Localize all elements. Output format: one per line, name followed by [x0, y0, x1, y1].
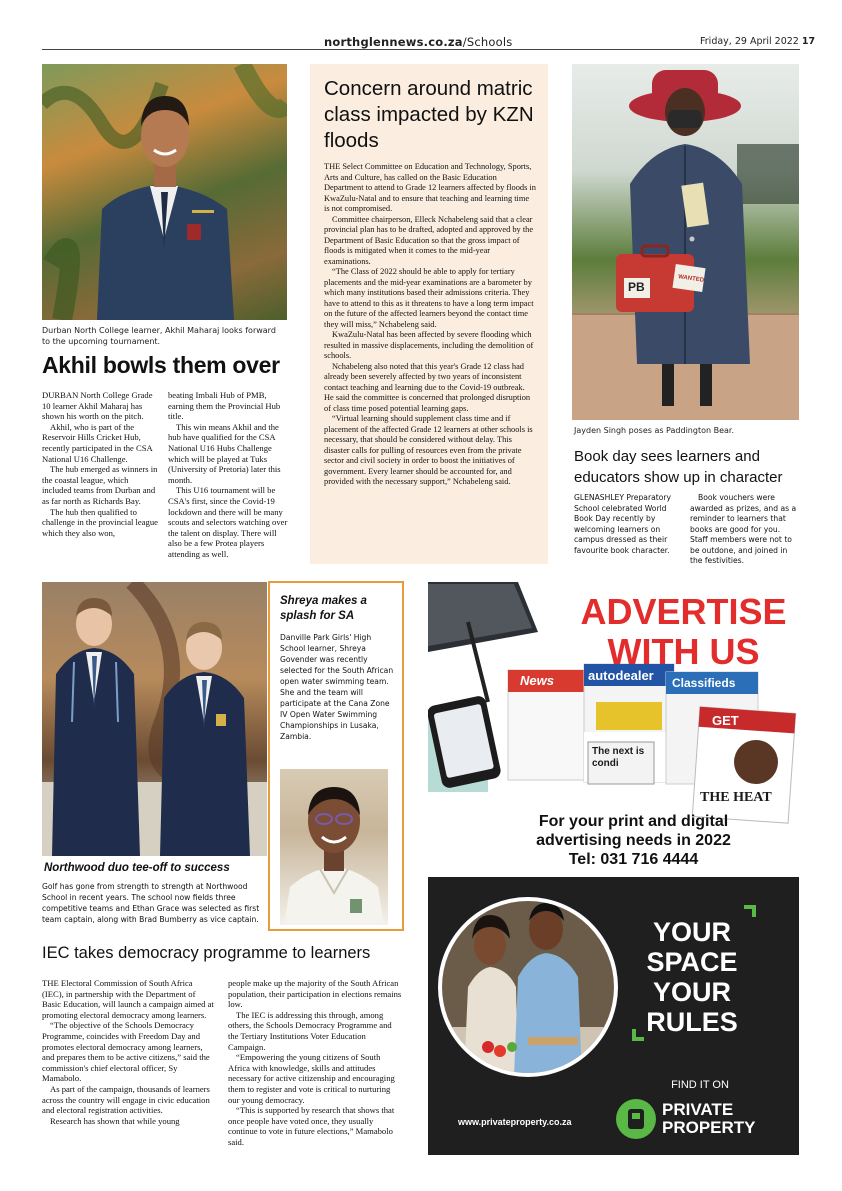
jayden-caption: Jayden Singh poses as Paddington Bear.	[574, 426, 735, 435]
iec-para-6: The IEC is addressing this through, among others, the Schools Democracy Programme and the Tertiary Institutions Voter Education Campaign.	[228, 1009, 392, 1052]
ad-phone[interactable]: Tel: 031 716 4444	[568, 851, 699, 868]
iec-para-7: “Empowering the young citizens of South Africa with knowledge, skills and attitudes necessary for active citizenship and encouraging them to register and vote is critical to nurturing our young democracy.	[228, 1052, 395, 1105]
wanted-sign: WANTED	[677, 274, 705, 284]
ad-slogan-line2: SPACE	[646, 947, 738, 977]
akhil-para-4: The hub then qualified to challenge in the provincial league which they also won,	[42, 506, 158, 538]
ad-tagline	[468, 812, 799, 869]
masthead-site	[324, 35, 512, 49]
iec-col1	[42, 978, 214, 1126]
ad-tagline-line1: For your print and digital	[538, 813, 729, 830]
iec-para-1: THE Electoral Commission of South Africa (IEC), in partnership with the Department of Basic Education, will launch a campaign aimed at promoting electoral democracy among learners.	[42, 978, 214, 1020]
akhil-headline: Akhil bowls them over	[42, 352, 280, 378]
akhil-para-3: The hub emerged as winners in the coastal league, which included teams from Durban and as far north as Richards Bay.	[42, 464, 158, 506]
ad-slogan-line3: YOUR	[652, 977, 731, 1007]
akhil-para-7: This U16 tournament will be CSA's first, since the Covid-19 lockdown and there will be many scouts and selectors watching over the talent on display. There will also be a few Protea players attending as well.	[168, 485, 288, 559]
book-headline: Book day sees learners and educators show up in character	[574, 448, 783, 486]
ad-brand	[662, 1101, 756, 1137]
akhil-para-1: DURBAN North College Grade 10 learner Akhil Maharaj has shown his worth on the pitch.	[42, 390, 153, 422]
ad-paper-get: GET	[712, 713, 739, 728]
header-rule	[42, 49, 800, 50]
matric-body	[324, 162, 536, 488]
iec-col2	[228, 978, 402, 1148]
ad-paper-news: News	[520, 673, 554, 688]
akhil-para-2: Akhil, who is part of the Reservoir Hills Cricket Hub, recently participated in the CSA National U16 Challenge.	[42, 421, 153, 464]
ad-paper-autodealer: autodealer	[588, 668, 654, 683]
ad-headline-line1: ADVERTISE	[580, 591, 787, 632]
ad-slogan-line4: RULES	[646, 1007, 738, 1037]
iec-para-2: “The objective of the Schools Democracy Programme, coincides with Freedom Day and promotes electoral democracy among learners, and prepares them to be active citizens,” said the commission's chief electoral officer, Sy Mamabolo.	[42, 1020, 210, 1084]
iec-para-5: people make up the majority of the South African population, their participation in elections remains low.	[228, 978, 402, 1010]
book-col1: GLENASHLEY Preparatory School celebrated World Book Day recently by welcoming learners on campus dressed as their favourite book character.	[574, 493, 671, 555]
akhil-photo	[42, 64, 287, 320]
ad-find-text: FIND IT ON	[671, 1079, 729, 1091]
shreya-photo	[280, 769, 388, 925]
date-text: Friday, 29 April 2022	[700, 36, 799, 47]
jayden-photo	[572, 64, 799, 420]
golf-body: Golf has gone from strength to strength at Northwood School in recent years. The school now fields three competitive teams and Ethan Grace was selected as first team captain, along with Brad Bumberry as vice captain.	[42, 882, 260, 924]
ad-paper-heat: THE HEAT	[700, 790, 772, 805]
ad-brand-line2: PROPERTY	[662, 1118, 756, 1137]
ad-slogan	[632, 917, 752, 1037]
golf-headline: Northwood duo tee-off to success	[44, 862, 230, 874]
iec-para-4: Research has shown that while young	[50, 1115, 180, 1126]
issue-date	[700, 36, 815, 47]
golf-photo	[42, 582, 267, 856]
matric-para-3: “The Class of 2022 should be able to apply for tertiary placements and the mid-year examinations are a barometer by which many institutions based their admissions criteria. They have to attend to this as it threatens to have a long term impact on the future of the affected learners beyond the contact time they will miss,” Nchabeleng said.	[324, 267, 534, 329]
pb-sign: PB	[628, 280, 645, 294]
matric-headline: Concern around matric class impacted by KZN floods	[324, 77, 534, 152]
book-col2: Book vouchers were awarded as prizes, and as a reminder to learners that books are good for you. Staff members were not to be outdone, and joined in the festivities.	[690, 493, 797, 565]
page-number: 17	[801, 36, 816, 47]
iec-para-8: “This is supported by research that shows that once people have voted once, they usually continue to vote in future elections,” Mamabolo said.	[228, 1105, 395, 1147]
iec-para-3: As part of the campaign, thousands of learners across the country will engage in civic education and electoral registration activities.	[42, 1083, 210, 1116]
iec-headline: IEC takes democracy programme to learners	[42, 944, 371, 962]
matric-para-6: “Virtual learning should supplement class time and if placement of the affected Grade 12 learners at other schools is necessary, that should be considered without delay. This disaster calls for pulling of resources even from the private sector and civil society in order to boost the initiatives of government. Every learner should be accounted for, and provided with the necessary support,” Nchabeleng said.	[324, 414, 533, 486]
section-name: /Schools	[462, 35, 513, 49]
matric-para-2: Committee chairperson, Elleck Nchabeleng said that a clear provincial plan has to be drafted, adopted and approved by the Department of Basic Education so that the gross impact of floods is mitigated when it comes to the mid-year examinations.	[324, 214, 534, 266]
akhil-col1	[42, 390, 160, 538]
site-name: northglennews.co.za	[324, 35, 463, 49]
akhil-para-6: This win means Akhil and the hub have qualified for the CSA National U16 Hubs Challenge which will be played at Tuks (University of Pretoria) later this month.	[168, 421, 281, 485]
matric-para-1: THE Select Committee on Education and Technology, Sports, Arts and Culture, has called on the Basic Education Department to attend to Grade 12 learners affected by floods in KwaZulu-Natal and to ensure that teaching and learning time is not compromised.	[324, 162, 536, 213]
ad-url-link[interactable]: www.privateproperty.co.za	[458, 1117, 572, 1127]
ad-paper-next: The next is condi	[592, 746, 645, 769]
ad-headline-line2: WITH US	[607, 631, 760, 672]
ad-slogan-line1: YOUR	[652, 917, 731, 947]
ad-tagline-line2: advertising needs in 2022	[536, 832, 731, 849]
ad-paper-classifieds: Classifieds	[672, 676, 736, 690]
private-property-ad[interactable]	[428, 877, 799, 1155]
matric-para-5: Nchabeleng also noted that this year's Grade 12 class had already been severely affected by two years of inconsistent contact teaching and learning due to the Covid-19 outbreak. He said the committee is concerned that prolonged disruption of class time posed potential learning gaps.	[324, 361, 531, 413]
akhil-col2	[168, 390, 288, 560]
akhil-caption: Durban North College learner, Akhil Maharaj looks forward to the upcoming tournament.	[42, 326, 276, 346]
matric-para-4: KwaZulu-Natal has been affected by severe flooding which resulted in massive displacements, including the demolition of schools.	[324, 330, 534, 360]
shreya-headline: Shreya makes a splash for SA	[280, 595, 367, 622]
shreya-body: Danville Park Girls' High School learner, Shreya Govender was recently selected for the South African open water swimming team. She and the team will participate at the Cana Zone IV Open Water Swimming Championships in Lusaka, Zambia.	[280, 633, 394, 741]
akhil-para-5: beating Imbali Hub of PMB, earning them the Provincial Hub title.	[168, 390, 281, 422]
advertise-ad[interactable]	[428, 582, 799, 872]
ad-headline	[568, 592, 799, 672]
ad-brand-line1: PRIVATE	[662, 1100, 734, 1119]
